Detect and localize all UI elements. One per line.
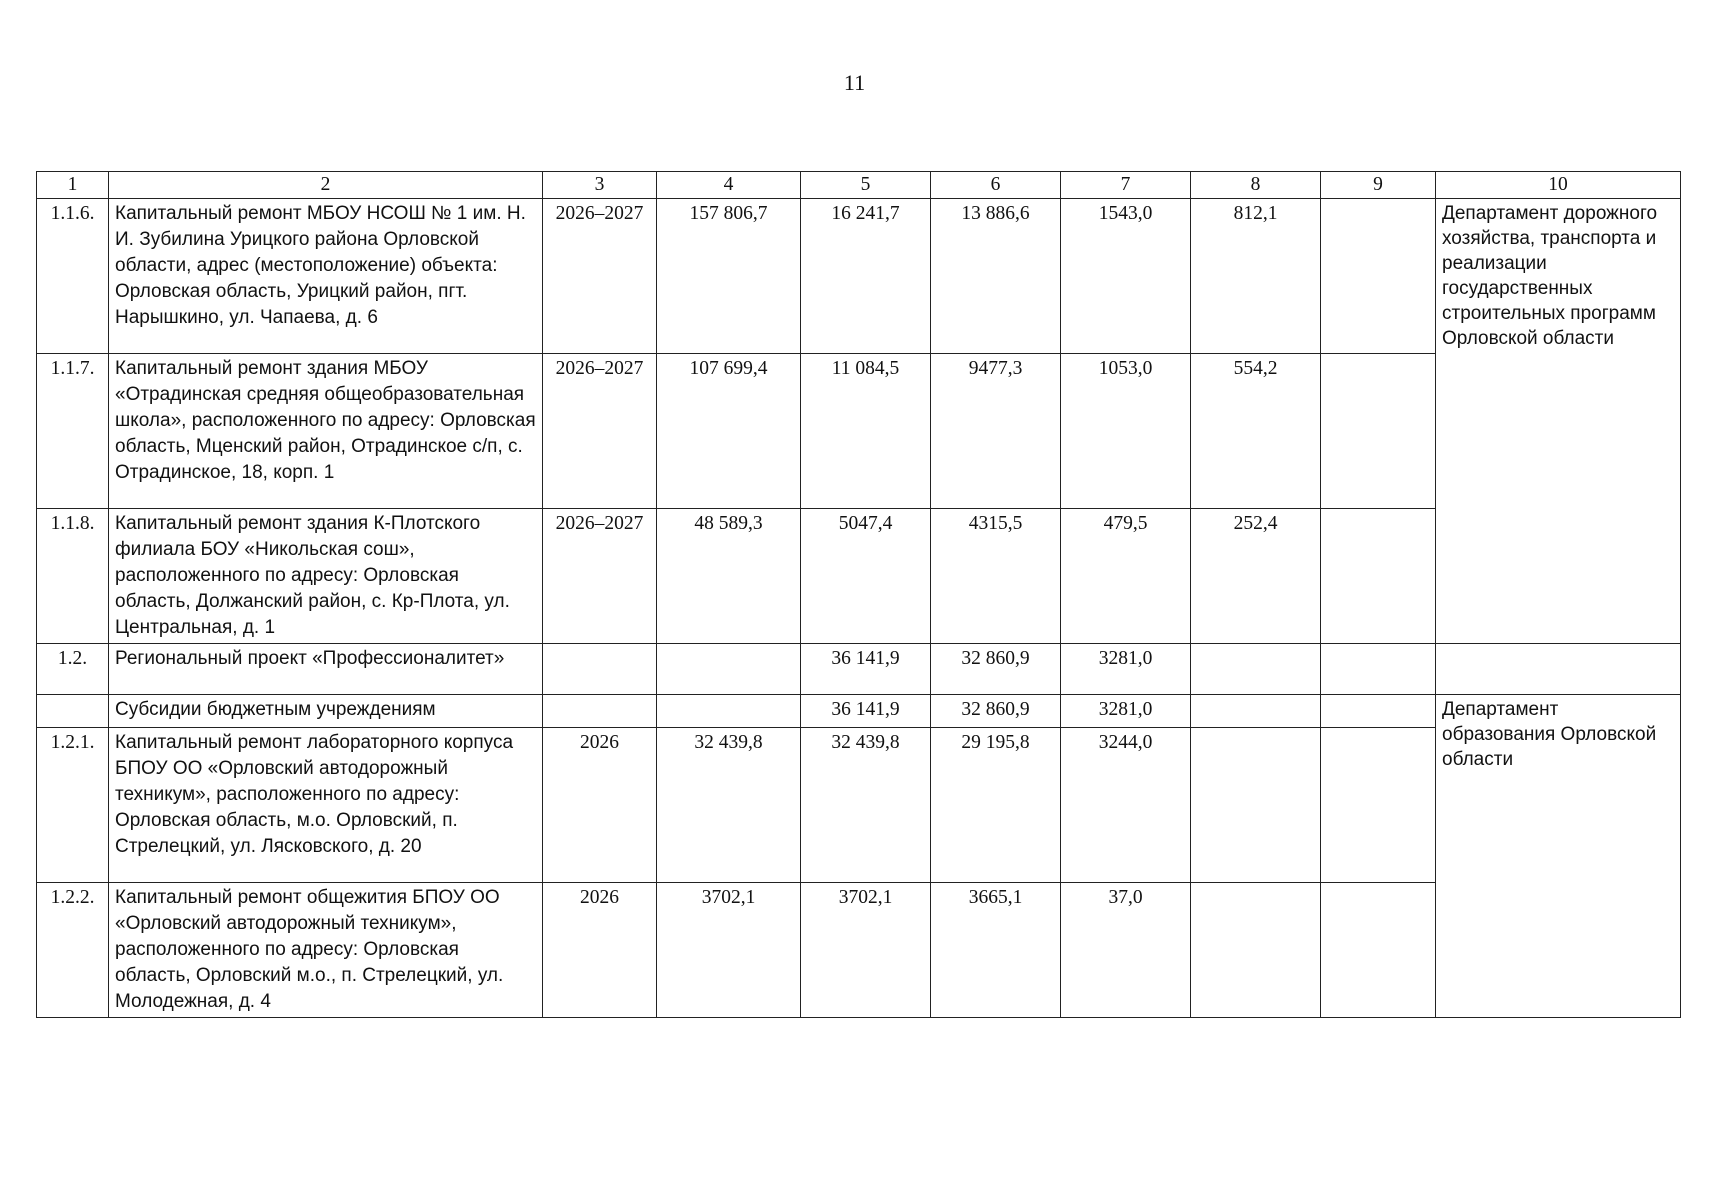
- department-education: Департамент образования Орловской области: [1436, 695, 1681, 1018]
- row-total: [657, 695, 801, 728]
- header-cell: 2: [109, 172, 543, 199]
- row-value-9: [1321, 695, 1436, 728]
- header-cell: 5: [801, 172, 931, 199]
- row-value-6: 4315,5: [931, 509, 1061, 644]
- header-cell: 4: [657, 172, 801, 199]
- row-period: 2026–2027: [543, 199, 657, 354]
- header-cell: 7: [1061, 172, 1191, 199]
- row-period: 2026–2027: [543, 509, 657, 644]
- row-value-8: 812,1: [1191, 199, 1321, 354]
- row-number: 1.1.6.: [37, 199, 109, 354]
- row-number: [37, 695, 109, 728]
- row-total: 157 806,7: [657, 199, 801, 354]
- row-value-9: [1321, 728, 1436, 883]
- row-value-8: 554,2: [1191, 354, 1321, 509]
- row-number: 1.2.: [37, 644, 109, 695]
- row-value-8: [1191, 883, 1321, 1018]
- row-total: 48 589,3: [657, 509, 801, 644]
- row-description: Капитальный ремонт здания К-Плотского филиала БОУ «Никольская сош», расположенного по адресу: Орловская область, Должанский район, с. Кр-Плота, ул. Центральная, д. 1: [109, 509, 543, 644]
- row-value-8: [1191, 728, 1321, 883]
- row-period: [543, 695, 657, 728]
- row-value-5: 32 439,8: [801, 728, 931, 883]
- row-description: Региональный проект «Профессионалитет»: [109, 644, 543, 695]
- row-number: 1.1.7.: [37, 354, 109, 509]
- row-description: Капитальный ремонт здания МБОУ «Отрадинская средняя общеобразовательная школа», расположенного по адресу: Орловская область, Мценский район, Отрадинское с/п, с. Отрадинское, 18, корп. 1: [109, 354, 543, 509]
- row-value-6: 9477,3: [931, 354, 1061, 509]
- row-value-6: 29 195,8: [931, 728, 1061, 883]
- table-row: [37, 695, 1681, 728]
- row-value-7: 3281,0: [1061, 644, 1191, 695]
- table-row: [37, 199, 1681, 354]
- row-description: Капитальный ремонт МБОУ НСОШ № 1 им. Н. И. Зубилина Урицкого района Орловской области, адрес (местоположение) объекта: Орловская область, Урицкий район, пгт. Нарышкино, ул. Чапаева, д. 6: [109, 199, 543, 354]
- table-row: [37, 728, 1681, 883]
- row-value-5: 11 084,5: [801, 354, 931, 509]
- row-description: Субсидии бюджетным учреждениям: [109, 695, 543, 728]
- row-number: 1.2.2.: [37, 883, 109, 1018]
- row-value-6: 32 860,9: [931, 695, 1061, 728]
- row-value-5: 5047,4: [801, 509, 931, 644]
- row-total: 32 439,8: [657, 728, 801, 883]
- row-value-6: 3665,1: [931, 883, 1061, 1018]
- table-row: [37, 354, 1681, 509]
- program-table: [36, 171, 1681, 1018]
- row-period: 2026: [543, 728, 657, 883]
- row-value-6: 13 886,6: [931, 199, 1061, 354]
- row-value-9: [1321, 644, 1436, 695]
- row-value-7: 1543,0: [1061, 199, 1191, 354]
- row-value-7: 479,5: [1061, 509, 1191, 644]
- table-row: [37, 883, 1681, 1018]
- row-value-9: [1321, 883, 1436, 1018]
- row-value-9: [1321, 199, 1436, 354]
- row-value-5: 36 141,9: [801, 695, 931, 728]
- row-number: 1.2.1.: [37, 728, 109, 883]
- table-row: [37, 509, 1681, 644]
- department-road: Департамент дорожного хозяйства, транспорта и реализации государственных строительных программ Орловской области: [1436, 199, 1681, 644]
- row-total: [657, 644, 801, 695]
- row-period: 2026: [543, 883, 657, 1018]
- row-period: [543, 644, 657, 695]
- table-header-row: [37, 172, 1681, 199]
- page-number: 11: [843, 70, 866, 95]
- row-value-8: [1191, 644, 1321, 695]
- header-cell: 1: [37, 172, 109, 199]
- row-value-9: [1321, 354, 1436, 509]
- row-value-7: 1053,0: [1061, 354, 1191, 509]
- row-value-5: 36 141,9: [801, 644, 931, 695]
- row-value-5: 16 241,7: [801, 199, 931, 354]
- row-number: 1.1.8.: [37, 509, 109, 644]
- row-total: 107 699,4: [657, 354, 801, 509]
- header-cell: 10: [1436, 172, 1681, 199]
- row-value-7: 37,0: [1061, 883, 1191, 1018]
- row-value-8: [1191, 695, 1321, 728]
- row-value-5: 3702,1: [801, 883, 931, 1018]
- row-value-7: 3281,0: [1061, 695, 1191, 728]
- header-cell: 8: [1191, 172, 1321, 199]
- row-value-6: 32 860,9: [931, 644, 1061, 695]
- row-total: 3702,1: [657, 883, 801, 1018]
- row-value-8: 252,4: [1191, 509, 1321, 644]
- row-period: 2026–2027: [543, 354, 657, 509]
- row-value-9: [1321, 509, 1436, 644]
- row-value-7: 3244,0: [1061, 728, 1191, 883]
- row-department: [1436, 644, 1681, 695]
- header-cell: 6: [931, 172, 1061, 199]
- header-cell: 9: [1321, 172, 1436, 199]
- header-cell: 3: [543, 172, 657, 199]
- row-description: Капитальный ремонт общежития БПОУ ОО «Орловский автодорожный техникум», расположенного по адресу: Орловская область, Орловский м.о., п. Стрелецкий, ул. Молодежная, д. 4: [109, 883, 543, 1018]
- table-row: [37, 644, 1681, 695]
- row-description: Капитальный ремонт лабораторного корпуса БПОУ ОО «Орловский автодорожный техникум», расположенного по адресу: Орловская область, м.о. Орловский, п. Стрелецкий, ул. Лясковского, д. 20: [109, 728, 543, 883]
